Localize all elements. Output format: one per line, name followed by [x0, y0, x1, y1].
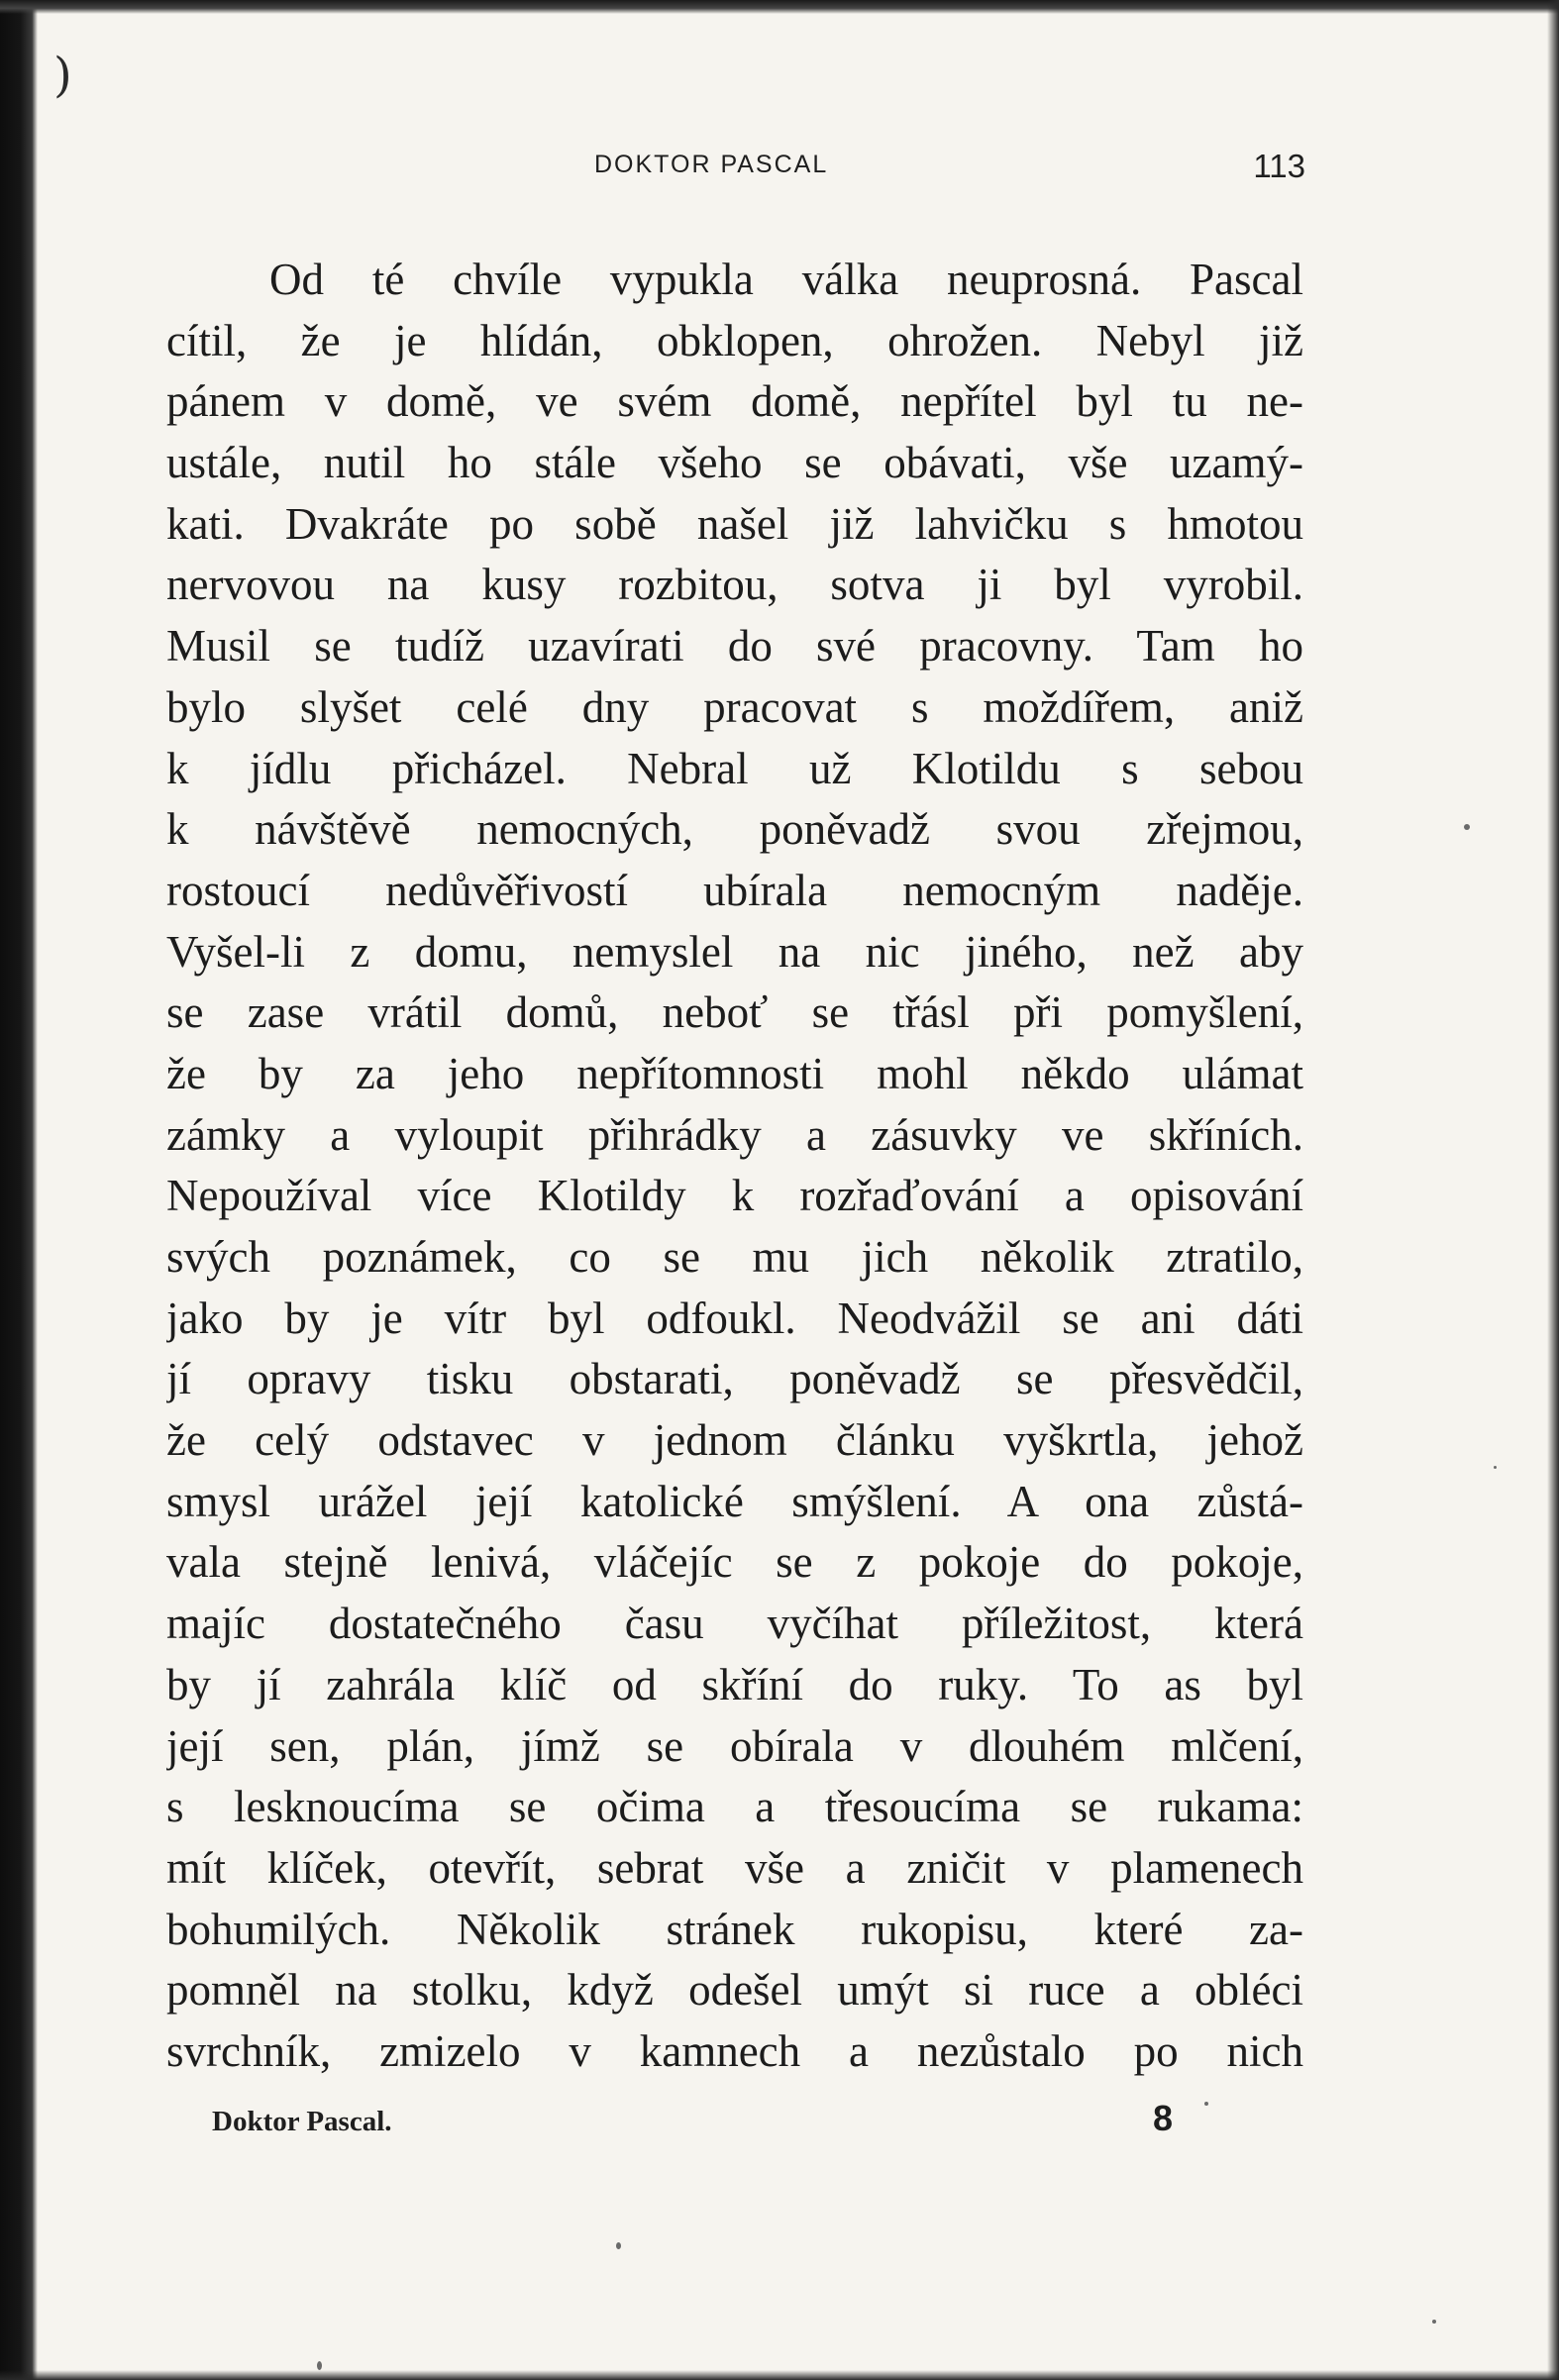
page-footer — [212, 2098, 1183, 2141]
text-line: Vyšel-li z domu, nemyslel na nic jiného, než aby — [166, 926, 1303, 977]
signature-mark: 8 — [1153, 2098, 1174, 2138]
text-line: svrchník, zmizelo v kamnech a nezůstalo po nich — [166, 2025, 1303, 2076]
text-line: že celý odstavec v jednom článku vyškrtla, jehož — [166, 1415, 1303, 1466]
text-line: svých poznámek, co se mu jich několik ztratilo, — [166, 1232, 1303, 1282]
text-line: pomněl na stolku, když odešel umýt si ruce a obléci — [166, 1965, 1303, 2016]
text-line: že by za jeho nepřítomnosti mohl někdo ulámat — [166, 1048, 1303, 1098]
text-line: s lesknoucíma se očima a třesoucíma se rukama: — [166, 1782, 1303, 1832]
text-line: Od té chvíle vypukla válka neuprosná. Pascal — [269, 255, 1303, 304]
margin-mark: ) — [53, 48, 72, 103]
text-line: nervovou na kusy rozbitou, sotva ji byl vyrobil. — [166, 560, 1303, 610]
text-line: její sen, plán, jímž se obírala v dlouhém mlčení, — [166, 1720, 1303, 1771]
text-line: jí opravy tisku obstarati, poněvadž se přesvědčil, — [166, 1354, 1303, 1404]
text-line: kati. Dvakráte po sobě našel již lahvičku s hmotou — [166, 498, 1303, 549]
footer-book-title: Doktor Pascal. — [212, 2106, 392, 2137]
page-header — [166, 148, 1305, 190]
text-line: pánem v domě, ve svém domě, nepřítel byl tu ne- — [166, 376, 1303, 427]
ink-speck — [1204, 2102, 1208, 2106]
book-spine-shadow — [0, 0, 38, 2380]
text-line: bohumilých. Několik stránek rukopisu, které za- — [166, 1904, 1303, 1954]
text-line: cítil, že je hlídán, obklopen, ohrožen. Nebyl již — [166, 315, 1303, 365]
bottom-edge-shadow — [0, 2370, 1559, 2380]
ink-speck — [317, 2361, 322, 2370]
text-line: bylo slyšet celé dny pracovat s moždířem, aniž — [166, 681, 1303, 732]
ink-speck — [616, 2242, 621, 2249]
text-line: jako by je vítr byl odfoukl. Neodvážil se ani dáti — [166, 1293, 1303, 1343]
body-text — [166, 250, 1303, 2083]
text-line: k návštěvě nemocných, poněvadž svou zřejmou, — [166, 804, 1303, 855]
running-title: DOKTOR PASCAL — [594, 151, 829, 178]
text-line: smysl urážel její katolické smýšlení. A ona zůstá- — [166, 1476, 1303, 1526]
text-line: by jí zahrála klíč od skříní do ruky. To as byl — [166, 1659, 1303, 1709]
text-line: majíc dostatečného času vyčíhat příležitost, která — [166, 1599, 1303, 1649]
text-line: mít klíček, otevřít, sebrat vše a zničit v plamenech — [166, 1842, 1303, 1893]
text-line: vala stejně lenivá, vláčejíc se z pokoje do pokoje, — [166, 1537, 1303, 1588]
text-line: rostoucí nedůvěřivostí ubírala nemocným naděje. — [166, 865, 1303, 915]
text-line: ustále, nutil ho stále všeho se obávati, vše uzamý- — [166, 438, 1303, 488]
ink-speck — [1432, 2320, 1436, 2324]
text-line: Musil se tudíž uzavírati do své pracovny. Tam ho — [166, 621, 1303, 672]
right-edge-shadow — [1547, 0, 1559, 2380]
ink-speck — [1494, 1466, 1497, 1469]
text-line: k jídlu přicházel. Nebral už Klotildu s sebou — [166, 743, 1303, 793]
page-number: 113 — [1253, 148, 1305, 184]
text-line: zámky a vyloupit přihrádky a zásuvky ve skříních. — [166, 1109, 1303, 1160]
ink-speck — [1464, 824, 1470, 830]
top-edge-shadow — [0, 0, 1559, 14]
text-line: Nepoužíval více Klotildy k rozřaďování a opisování — [166, 1171, 1303, 1221]
text-line: se zase vrátil domů, neboť se třásl při pomyšlení, — [166, 987, 1303, 1038]
